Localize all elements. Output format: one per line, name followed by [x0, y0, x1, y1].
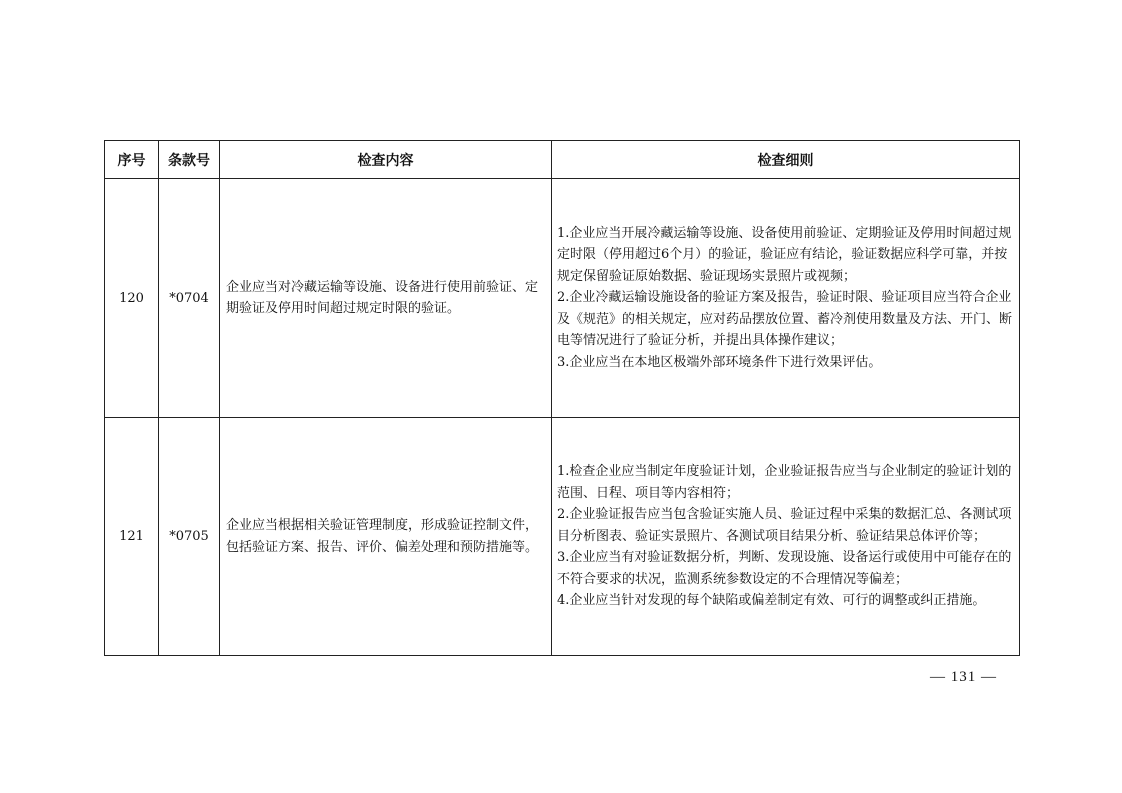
detail-item: 2.企业冷藏运输设施设备的验证方案及报告，验证时限、验证项目应当符合企业及《规范》的相关规定，应对药品摆放位置、蓄冷剂使用数量及方法、开门、断电等情况进行了验证分析，并提出具体操作建议；	[557, 290, 1013, 349]
detail-item: 3.企业应当有对验证数据分析，判断、发现设施、设备运行或使用中可能存在的不符合要求的状况，监测系统参数设定的不合理情况等偏差；	[557, 550, 1012, 587]
row-seq: 121	[105, 418, 159, 656]
detail-item: 2.企业验证报告应当包含验证实施人员、验证过程中采集的数据汇总、各测试项目分析图表、验证实景照片、各测试项目结果分析、验证结果总体评价等；	[557, 507, 1012, 544]
detail-item: 1.检查企业应当制定年度验证计划，企业验证报告应当与企业制定的验证计划的范围、日程、项目等内容相符；	[557, 464, 1012, 501]
row-clause: *0705	[159, 418, 220, 656]
table-row	[105, 418, 1020, 656]
detail-item: 1.企业应当开展冷藏运输等设施、设备使用前验证、定期验证及停用时间超过规定时限（停用超过6个月）的验证，验证应有结论，验证数据应科学可靠，并按规定保留验证原始数据、验证现场实景照片或视频；	[557, 225, 1012, 284]
header-content: 检查内容	[220, 141, 552, 179]
detail-item: 3.企业应当在本地区极端外部环境条件下进行效果评估。	[557, 354, 882, 370]
inspection-table	[104, 140, 1020, 656]
header-clause: 条款号	[159, 141, 220, 179]
page-number: — 131 —	[930, 669, 997, 685]
row-details	[552, 179, 1020, 418]
row-clause: *0704	[159, 179, 220, 418]
header-seq: 序号	[105, 141, 159, 179]
table-row	[105, 179, 1020, 418]
table-header-row	[105, 141, 1020, 179]
header-details: 检查细则	[552, 141, 1020, 179]
row-content-text: 企业应当根据相关验证管理制度，形成验证控制文件，包括验证方案、报告、评价、偏差处理和预防措施等。	[226, 518, 539, 555]
row-content-text: 企业应当对冷藏运输等设施、设备进行使用前验证、定期验证及停用时间超过规定时限的验证。	[226, 279, 539, 316]
row-details	[552, 418, 1020, 656]
detail-item: 4.企业应当针对发现的每个缺陷或偏差制定有效、可行的调整或纠正措施。	[557, 593, 986, 609]
row-seq: 120	[105, 179, 159, 418]
row-content	[220, 418, 552, 656]
row-content	[220, 179, 552, 418]
